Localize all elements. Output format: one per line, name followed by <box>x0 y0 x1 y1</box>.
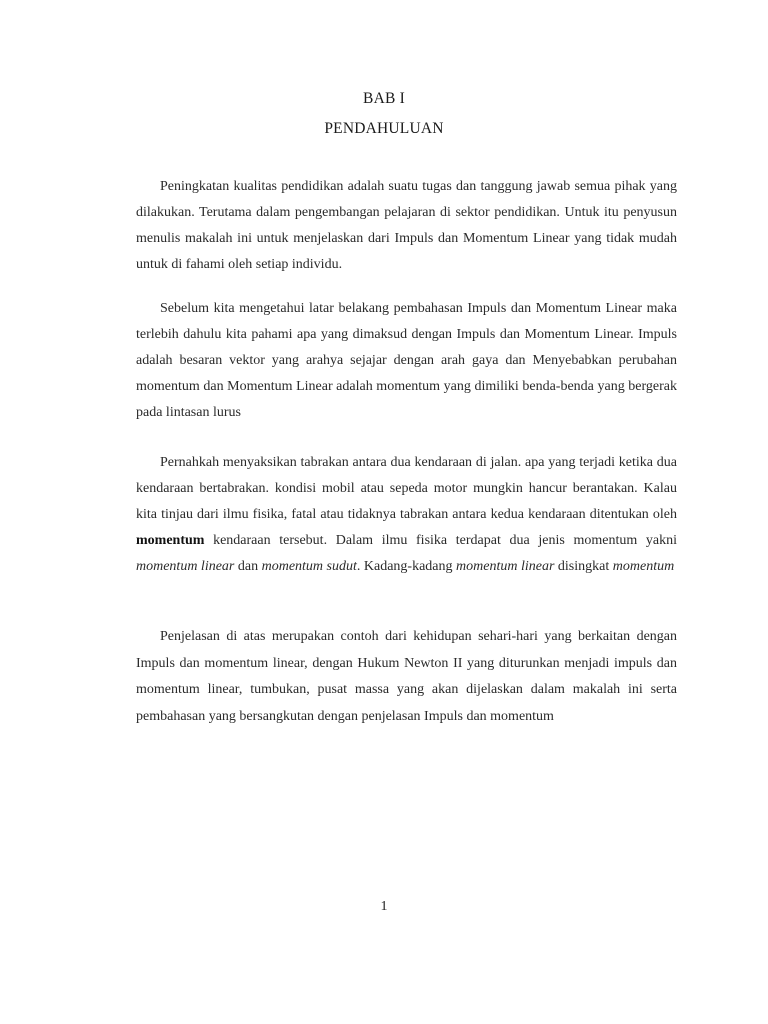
chapter-heading: BAB I <box>363 90 405 107</box>
paragraph-text: Sebelum kita mengetahui latar belakang pembahasan Impuls dan Momentum Linear maka terlebih dahulu kita pahami apa yang dimaksud dengan Impuls dan Momentum Linear. Impuls adalah besaran vektor yang arahya sejajar dengan arah gaya dan Menyebabkan perubahan momentum dan Momentum Linear adalah momentum yang dimiliki benda-benda yang bergerak pada lintasan lurus <box>136 301 677 420</box>
italic-term: momentum linear <box>456 559 555 574</box>
paragraph-text: dan <box>234 559 262 574</box>
paragraph-text: Peningkatan kualitas pendidikan adalah suatu tugas dan tanggung jawab semua pihak yang dilakukan. Terutama dalam pengembangan pelajaran di sektor pendidikan. Untuk itu penyusun menulis makalah ini untuk menjelaskan dari Impuls dan Momentum Linear yang tidak mudah untuk di fahami oleh setiap individu. <box>136 179 677 272</box>
italic-term: momentum <box>612 559 675 574</box>
paragraph <box>136 174 677 278</box>
paragraph-text: kendaraan tersebut. Dalam ilmu fisika terdapat dua jenis momentum yakni <box>204 533 677 548</box>
italic-term: momentum linear <box>136 559 235 574</box>
paragraph-text: Pernahkah menyaksikan tabrakan antara dua kendaraan di jalan. apa yang terjadi ketika dua kendaraan bertabrakan. kondisi mobil atau sepeda motor mungkin hancur berantakan. Kalau kita tinjau dari ilmu fisika, fatal atau tidaknya tabrakan antara kedua kendaraan ditentukan oleh <box>136 455 677 522</box>
paragraph-text: Penjelasan di atas merupakan contoh dari kehidupan sehari-hari yang berkaitan dengan Impuls dan momentum linear, dengan Hukum Newton II yang diturunkan menjadi impuls dan momentum linear, tumbukan, pusat massa yang akan dijelaskan dalam makalah ini serta pembahasan yang bersangkutan dengan penjelasan Impuls dan momentum <box>136 629 677 724</box>
page-number: 1 <box>380 899 388 914</box>
chapter-title: PENDAHULUAN <box>324 120 444 137</box>
paragraph <box>136 296 677 426</box>
italic-term: momentum sudut <box>261 559 357 574</box>
paragraph <box>136 450 677 580</box>
bold-term: momentum <box>136 533 205 548</box>
paragraph-text: . Kadang-kadang <box>356 559 457 574</box>
paragraph <box>136 624 677 730</box>
paragraph-text: disingkat <box>554 559 613 574</box>
